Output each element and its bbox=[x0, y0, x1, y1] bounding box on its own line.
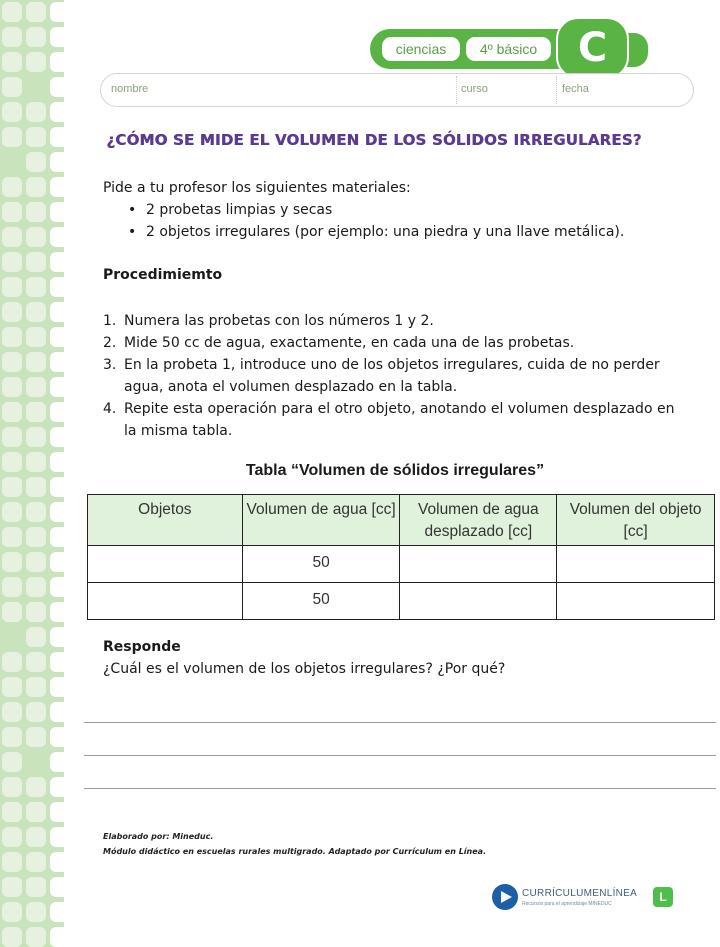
logo-tagline: Recursos para el aprendizaje MINEDUC bbox=[522, 901, 612, 907]
date-field-label: fecha bbox=[562, 83, 589, 95]
procedure-heading: Procedimiemto bbox=[103, 267, 223, 283]
step-item bbox=[103, 310, 683, 332]
answer-line[interactable] bbox=[84, 788, 716, 789]
step-text: Mide 50 cc de agua, exactamente, en cada una de las probetas. bbox=[124, 335, 575, 351]
step-text: Repite esta operación para el otro objeto, anotando el volumen desplazado en la misma tabla. bbox=[124, 401, 675, 439]
table-row bbox=[88, 546, 715, 583]
grade-chip: 4º básico bbox=[466, 37, 551, 61]
step-text: Numera las probetas con los números 1 y 2. bbox=[124, 313, 434, 329]
answer-line[interactable] bbox=[84, 755, 716, 756]
table-cell-displaced-volume[interactable] bbox=[400, 583, 557, 620]
table-caption: Tabla “Volumen de sólidos irregulares” bbox=[245, 462, 545, 479]
level-badge bbox=[556, 17, 629, 79]
materials-intro: Pide a tu profesor los siguientes materiales: bbox=[103, 180, 411, 196]
table-cell-water-volume: 50 bbox=[242, 583, 400, 620]
curriculum-logo-icon bbox=[492, 884, 518, 910]
name-field-label: nombre bbox=[111, 83, 149, 95]
respond-heading: Responde bbox=[103, 639, 181, 655]
list-item: • 2 objetos irregulares (por ejemplo: una piedra y una llave metálica). bbox=[128, 221, 624, 243]
column-header-displaced-volume: Volumen de agua desplazado [cc] bbox=[400, 495, 557, 546]
level-badge-letter: C bbox=[577, 25, 608, 71]
level-badge-tail bbox=[626, 33, 648, 67]
credits-line-1: Elaborado por: Mineduc. bbox=[103, 832, 214, 841]
step-item bbox=[103, 332, 683, 354]
divider bbox=[556, 76, 557, 104]
column-header-objects: Objetos bbox=[88, 495, 243, 546]
student-info-row bbox=[100, 73, 694, 107]
step-text: En la probeta 1, introduce uno de los objetos irregulares, cuida de no perder agua, anota el volumen desplazado en la tabla. bbox=[124, 357, 660, 395]
credits-line-2: Módulo didáctico en escuelas rurales multigrado. Adaptado por Currículum en Línea. bbox=[103, 847, 487, 856]
answer-line[interactable] bbox=[84, 722, 716, 723]
course-field-label: curso bbox=[461, 83, 488, 95]
divider bbox=[456, 76, 457, 104]
step-number: 2. bbox=[103, 335, 117, 351]
table-header-row bbox=[88, 495, 715, 546]
column-header-water-volume: Volumen de agua [cc] bbox=[242, 495, 400, 546]
column-header-object-volume: Volumen del objeto [cc] bbox=[557, 495, 715, 546]
list-item: • 2 probetas limpias y secas bbox=[128, 199, 624, 221]
step-number: 4. bbox=[103, 401, 117, 417]
materials-list bbox=[128, 199, 624, 243]
subject-chip: ciencias bbox=[382, 37, 460, 61]
page-title: ¿CÓMO SE MIDE EL VOLUMEN DE LOS SÓLIDOS IRREGULARES? bbox=[106, 131, 642, 149]
table-cell-object-volume[interactable] bbox=[557, 583, 715, 620]
volume-table bbox=[87, 494, 715, 620]
table-row bbox=[88, 583, 715, 620]
table-cell-object[interactable] bbox=[88, 583, 243, 620]
table-cell-water-volume: 50 bbox=[242, 546, 400, 583]
step-item bbox=[103, 398, 683, 442]
logo-name: CURRÍCULUMENLÍNEA bbox=[522, 888, 638, 899]
table-cell-object[interactable] bbox=[88, 546, 243, 583]
table-cell-object-volume[interactable] bbox=[557, 546, 715, 583]
procedure-steps bbox=[103, 310, 683, 442]
step-item bbox=[103, 354, 683, 398]
step-number: 1. bbox=[103, 313, 117, 329]
step-number: 3. bbox=[103, 357, 117, 373]
level-l-badge-icon: L bbox=[653, 887, 673, 907]
table-cell-displaced-volume[interactable] bbox=[400, 546, 557, 583]
question-text: ¿Cuál es el volumen de los objetos irregulares? ¿Por qué? bbox=[103, 661, 506, 677]
